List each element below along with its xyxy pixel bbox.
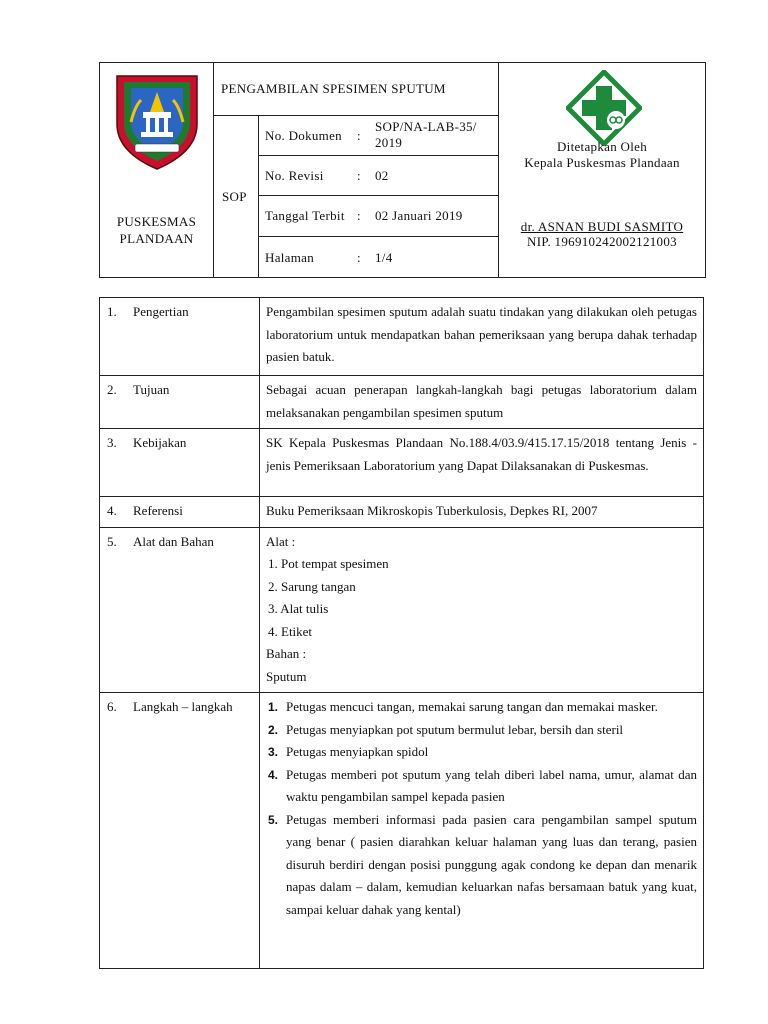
field-label-revision: No. Revisi — [265, 168, 324, 183]
section-row — [100, 298, 704, 376]
section-text: Sebagai acuan penerapan langkah-langkah bagi petugas laboratorium dalam melaksanakan pengambilan spesimen sputum — [260, 376, 704, 429]
step-text: Petugas menyiapkan pot sputum bermulut lebar, bersih dan steril — [286, 721, 624, 737]
document-title: PENGAMBILAN SPESIMEN SPUTUM — [221, 81, 446, 96]
step-text: Petugas mencuci tangan, memakai sarung tangan dan memakai masker. — [286, 699, 658, 714]
section-row — [100, 497, 704, 528]
section-number: 3. — [107, 435, 117, 450]
step-item — [268, 719, 697, 742]
alat-title: Alat : — [266, 533, 296, 549]
section-label: Pengertian — [133, 304, 189, 319]
equipment-materials-cell — [260, 527, 704, 693]
section-label-cell — [100, 429, 260, 497]
section-label: Referensi — [133, 503, 183, 518]
bahan-item: Sputum — [266, 668, 307, 684]
alat-item: 2. Sarung tangan — [268, 578, 356, 594]
step-number: 4. — [268, 767, 279, 782]
step-number: 2. — [268, 722, 279, 737]
alat-item: 3. Alat tulis — [268, 601, 329, 616]
alat-item: 1. Pot tempat spesimen — [268, 556, 389, 571]
field-value-page: 1/4 — [375, 250, 393, 265]
field-value-document-number: SOP/NA-LAB-35/ 2019 — [375, 119, 477, 150]
section-number: 4. — [107, 503, 117, 518]
step-item — [268, 764, 697, 809]
step-text: Petugas memberi informasi pada pasien cara pengambilan sampel sputum yang benar ( pasien diarahkan keluar halaman yang luas dan terang, pasien disuruh berdiri dengan posisi punggung agak condong ke depan dan menarik napas dalam – dalam, kemudian keluarkan nafas bersamaan batuk yang kuat, sampai keluar dahak yang kental) — [286, 811, 697, 917]
step-text: Petugas menyiapkan spidol — [286, 744, 429, 759]
sop-label: SOP — [222, 189, 247, 204]
field-sep: : — [357, 128, 361, 143]
field-sep: : — [357, 250, 361, 265]
step-number: 5. — [268, 812, 279, 827]
step-item — [268, 741, 697, 764]
step-number: 1. — [268, 700, 279, 714]
field-label-issue-date: Tanggal Terbit — [265, 208, 345, 223]
section-label: Kebijakan — [133, 435, 187, 450]
steps-cell — [260, 693, 704, 969]
section-number: 1. — [107, 304, 117, 319]
section-label-cell — [100, 497, 260, 528]
field-sep: : — [357, 208, 361, 223]
section-text: Pengambilan spesimen sputum adalah suatu tindakan yang dilakukan oleh petugas laboratorium untuk mendapatkan bahan pemeriksaan yang berupa dahak terhadap pasien batuk. — [260, 298, 704, 376]
organization-line-2: PLANDAAN — [119, 231, 194, 246]
sop-content-table — [99, 297, 704, 969]
step-item — [268, 809, 697, 922]
section-label: Alat dan Bahan — [133, 533, 214, 549]
field-value-issue-date: 02 Januari 2019 — [375, 208, 463, 223]
section-row — [100, 693, 704, 969]
signer-name: dr. ASNAN BUDI SASMITO — [520, 219, 684, 234]
field-label-page: Halaman — [265, 250, 315, 265]
signer-nip: NIP. 196910242002121003 — [527, 234, 677, 249]
section-row — [100, 527, 704, 693]
section-label: Tujuan — [133, 382, 170, 397]
step-text: Petugas memberi pot sputum yang telah diberi label nama, umur, alamat dan waktu pengambilan sampel kepada pasien — [286, 766, 697, 804]
section-number: 2. — [107, 382, 117, 397]
approval-line-1: Ditetapkan Oleh — [556, 139, 648, 154]
approval-line-2: Kepala Puskesmas Plandaan — [524, 155, 680, 170]
section-label-cell — [100, 527, 260, 693]
section-text: SK Kepala Puskesmas Plandaan No.188.4/03.9/415.17.15/2018 tentang Jenis - jenis Pemeriksaan Laboratorium yang Dapat Dilaksanakan di Puskesmas. — [260, 429, 704, 497]
section-row — [100, 429, 704, 497]
field-sep: : — [357, 168, 361, 183]
section-row — [100, 376, 704, 429]
field-value-revision: 02 — [375, 168, 389, 183]
section-label-cell — [100, 376, 260, 429]
step-item — [268, 696, 697, 719]
section-label-cell — [100, 298, 260, 376]
section-number: 6. — [107, 699, 117, 714]
approval-block — [499, 139, 705, 171]
section-label: Langkah – langkah — [133, 699, 233, 714]
alat-item: 4. Etiket — [268, 623, 313, 639]
health-cross-logo — [566, 70, 642, 146]
section-text: Buku Pemeriksaan Mikroskopis Tuberkulosis, Depkes RI, 2007 — [260, 497, 704, 528]
step-number: 3. — [268, 745, 279, 759]
section-number: 5. — [107, 533, 117, 549]
field-label-document-number: No. Dokumen — [265, 128, 342, 143]
section-label-cell — [100, 693, 260, 969]
regional-emblem-logo — [111, 72, 203, 172]
organization-line-1: PUSKESMAS — [116, 214, 197, 229]
organization-name — [100, 213, 213, 247]
bahan-title: Bahan : — [266, 646, 307, 661]
